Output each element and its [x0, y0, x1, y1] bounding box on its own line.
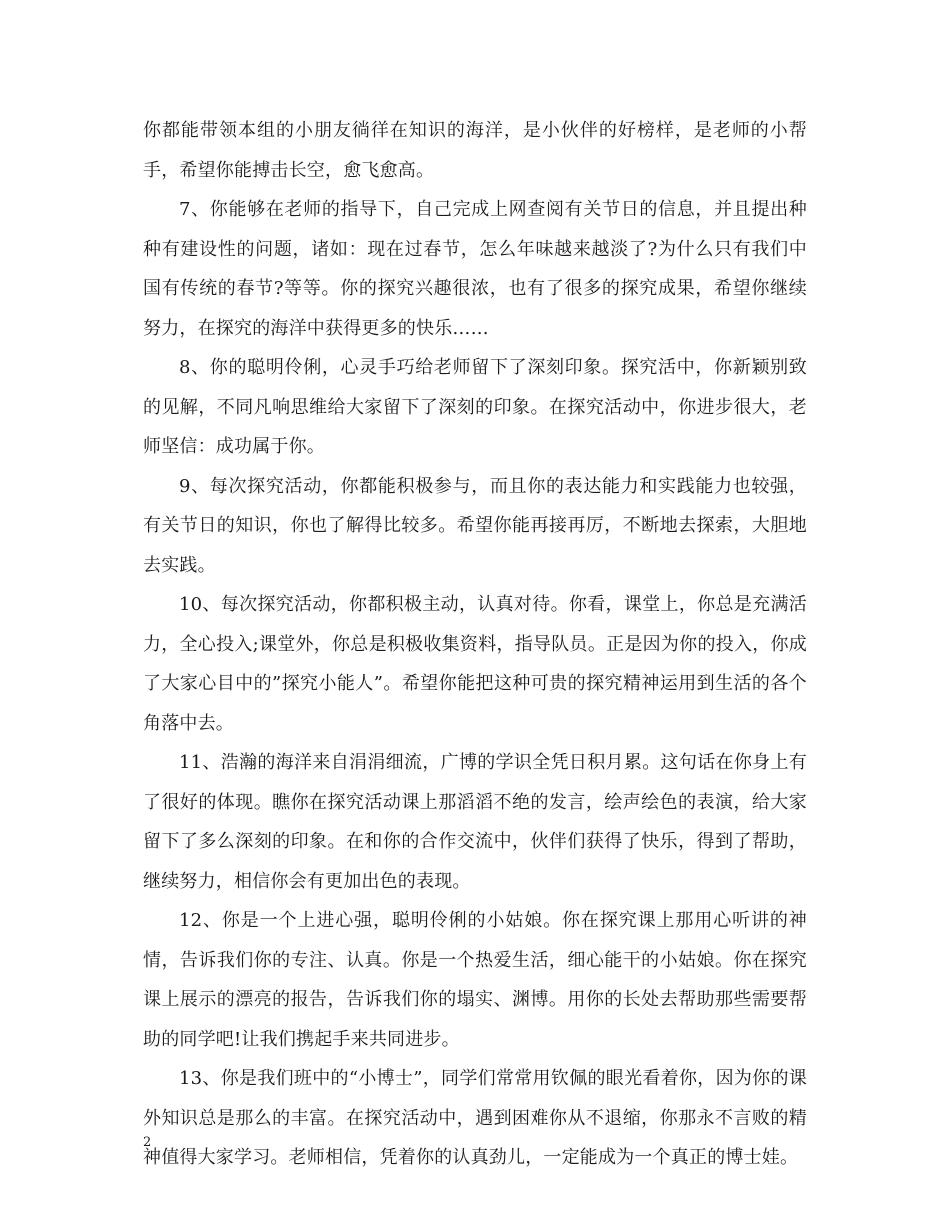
document-body	[143, 111, 807, 1178]
paragraph-item-7: 7、你能够在老师的指导下，自己完成上网查阅有关节日的信息，并且提出种种有建设性的问题，诸如：现在过春节，怎么年味越来越淡了?为什么只有我们中国有传统的春节?等等。你的探究兴趣很浓，也有了很多的探究成果，希望你继续努力，在探究的海洋中获得更多的快乐……	[143, 199, 807, 339]
paragraph-continuation: 你都能带领本组的小朋友徜徉在知识的海洋，是小伙伴的好榜样，是老师的小帮手，希望你能搏击长空，愈飞愈高。	[143, 120, 807, 181]
paragraph-item-10: 10、每次探究活动，你都积极主动，认真对待。你看，课堂上，你总是充满活力，全心投入;课堂外，你总是积极收集资料，指导队员。正是因为你的投入，你成了大家心目中的”探究小能人”。希望你能把这种可贵的探究精神运用到生活的各个角落中去。	[143, 594, 807, 734]
paragraph-item-9: 9、每次探究活动，你都能积极参与，而且你的表达能力和实践能力也较强，有关节日的知识，你也了解得比较多。希望你能再接再厉，不断地去探索，大胆地去实践。	[143, 475, 807, 576]
paragraph-item-11: 11、浩瀚的海洋来自涓涓细流，广博的学识全凭日积月累。这句话在你身上有了很好的体现。瞧你在探究活动课上那滔滔不绝的发言，绘声绘色的表演，给大家留下了多么深刻的印象。在和你的合作交流中，伙伴们获得了快乐，得到了帮助，继续努力，相信你会有更加出色的表现。	[143, 752, 807, 892]
page-number: 2	[143, 1135, 152, 1150]
paragraph-item-8: 8、你的聪明伶俐，心灵手巧给老师留下了深刻印象。探究活中，你新颖别致的见解，不同凡响思维给大家留下了深刻的印象。在探究活动中，你进步很大，老师坚信：成功属于你。	[143, 357, 807, 457]
paragraph-item-13: 13、你是我们班中的“小博士”，同学们常常用钦佩的眼光看着你，因为你的课外知识总是那么的丰富。在探究活动中，遇到困难你从不退缩，你那永不言败的精神值得大家学习。老师相信，凭着你的认真劲儿，一定能成为一个真正的博士娃。	[143, 1068, 807, 1168]
paragraph-item-12: 12、你是一个上进心强，聪明伶俐的小姑娘。你在探究课上那用心听讲的神情，告诉我们你的专注、认真。你是一个热爱生活，细心能干的小姑娘。你在探究课上展示的漂亮的报告，告诉我们你的塌实、渊博。用你的长处去帮助那些需要帮助的同学吧!让我们携起手来共同进步。	[143, 910, 807, 1050]
